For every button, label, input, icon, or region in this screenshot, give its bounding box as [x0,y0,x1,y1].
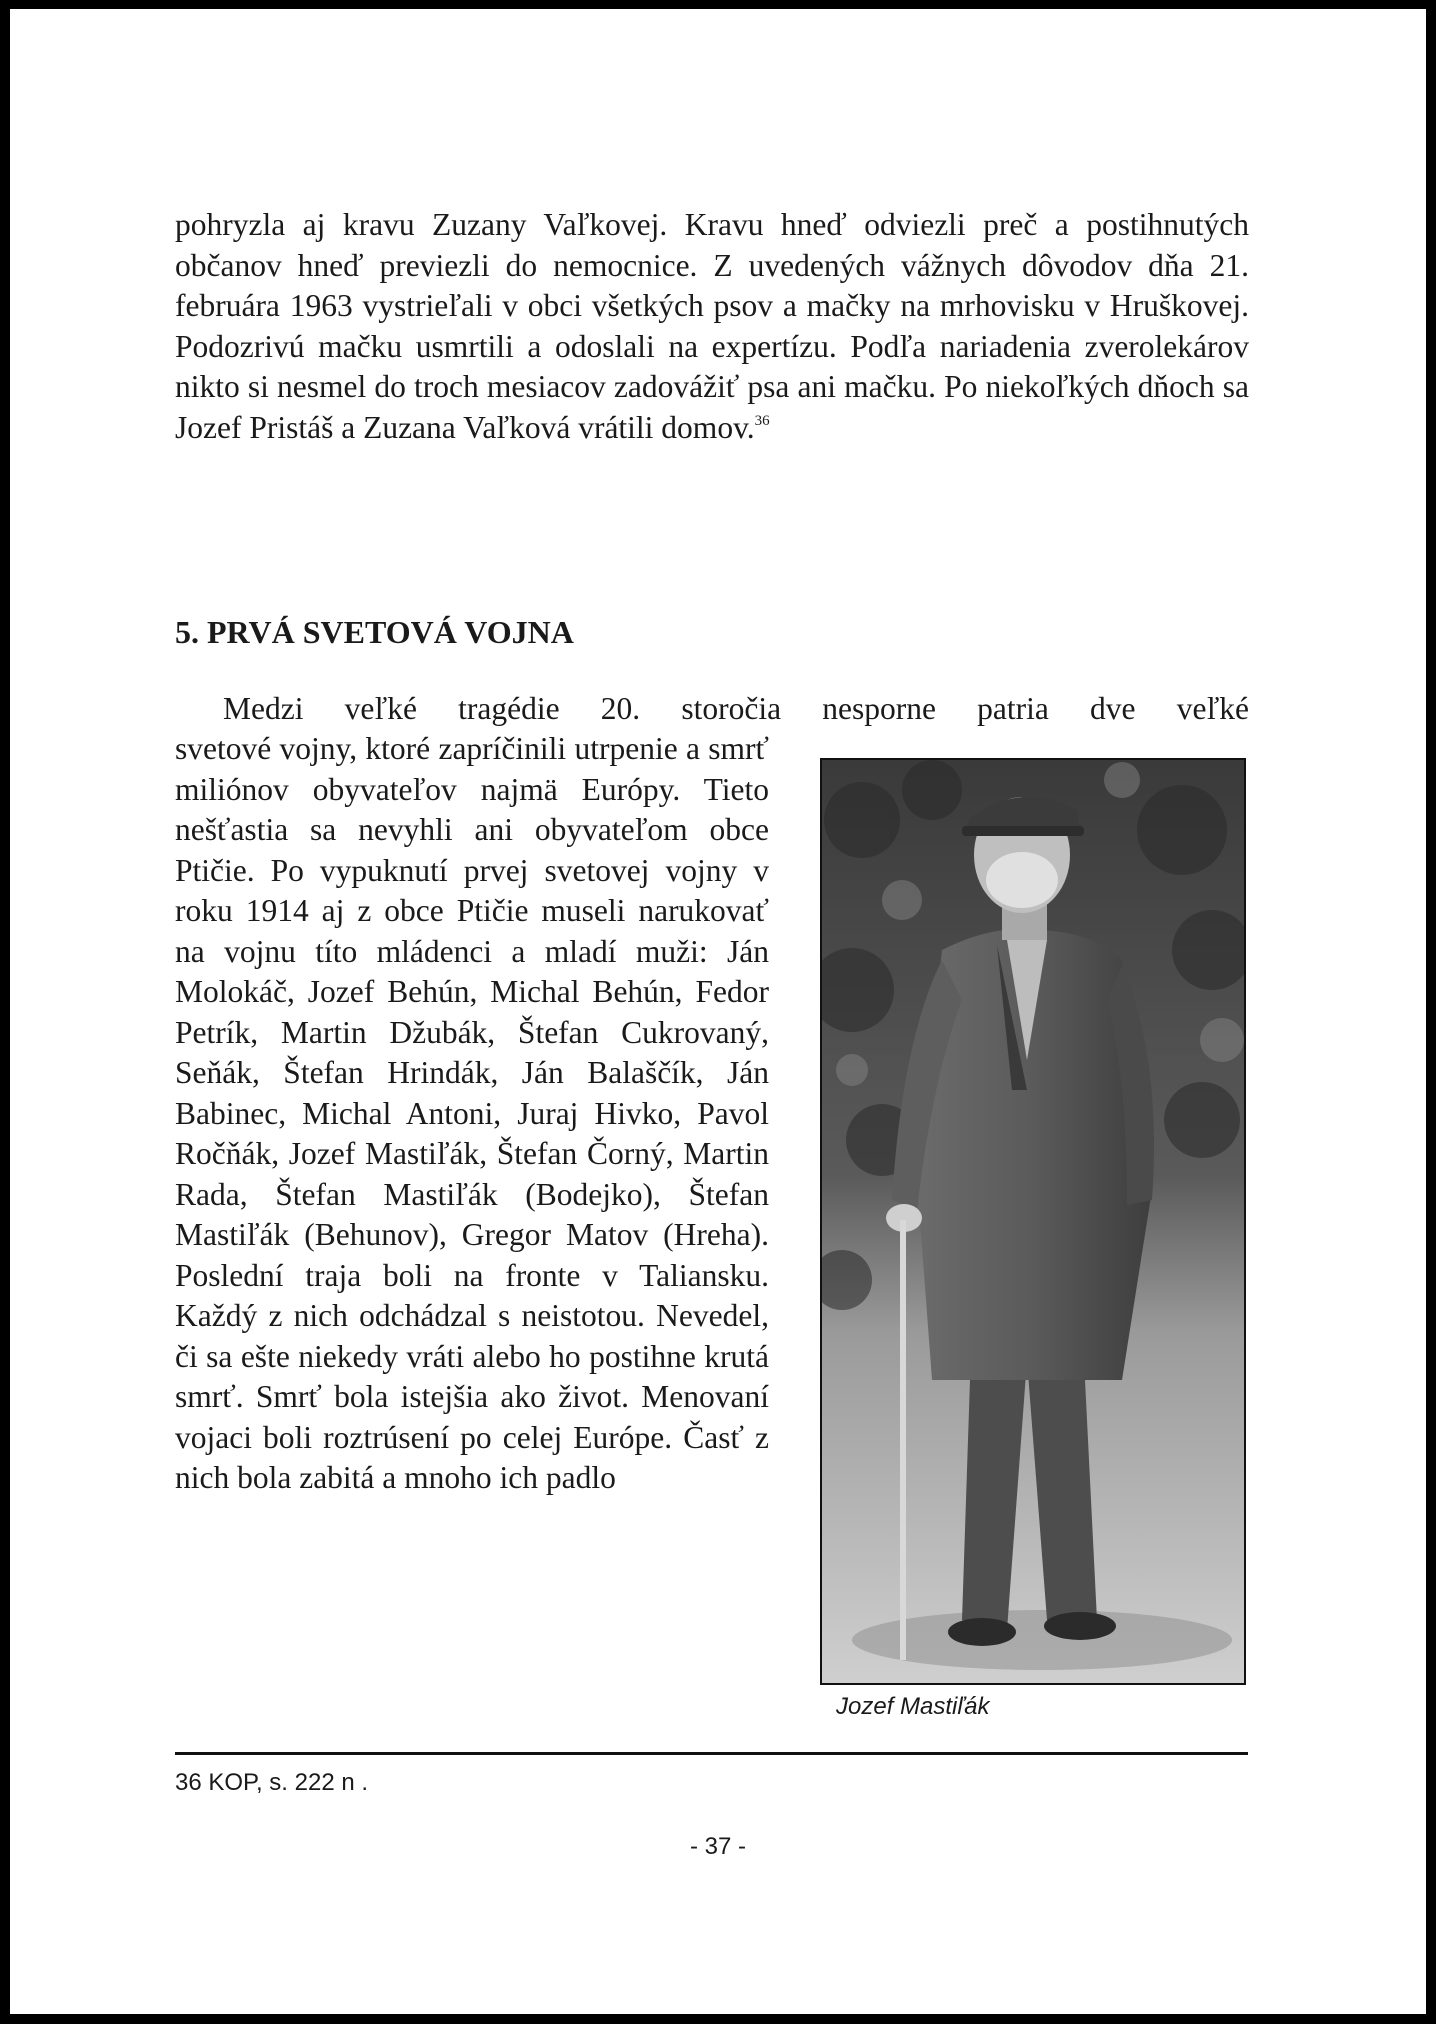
portrait-photo [820,758,1246,1685]
page-number: - 37 - [689,1833,746,1860]
footnote-reference: 36 [754,412,770,429]
photo-caption: Jozef Mastiľák [836,1693,990,1720]
photo-illustration [822,760,1244,1683]
body-paragraph-2-column: svetové vojny, ktoré zapríčinili utrpenie a smrť miliónov obyvateľov najmä Európy. Tieto nešťastia sa nevyhli ani obyvateľom obce Ptičie. Po vypuknutí prvej svetovej vojny v roku 1914 aj z obce Ptičie museli narukovať na vojnu títo mládenci a mladí muži: Ján Molokáč, Jozef Behún, Michal Behún, Fedor Petrík, Martin Džubák, Štefan Cukrovaný, Seňák, Štefan Hrindák, Ján Balaščík, Ján Babinec, Michal Antoni, Juraj Hivko, Pavol Ročňák, Jozef Mastiľák, Štefan Čorný, Martin Rada, Štefan Mastiľák (Bodejko), Štefan Mastiľák (Behunov), Gregor Matov (Hreha). Poslední traja boli na fronte v Taliansku. Každý z nich odchádzal s neistotou. Nevedel, či sa ešte niekedy vráti alebo ho postihne krutá smrť. Smrť bola istejšia ako život. Menovaní vojaci boli roztrúsení po celej Európe. Časť z nich bola zabitá a mnoho ich padlo [175,731,769,1495]
footnote: 36 KOP, s. 222 n . [175,1769,369,1796]
body-paragraph-1 [175,205,1249,448]
footnote-separator [175,1752,1248,1755]
section-heading: 5. PRVÁ SVETOVÁ VOJNA [175,614,574,650]
body-paragraph-2-first-line: Medzi veľké tragédie 20. storočia nesporne patria dve veľké [223,691,1249,726]
paragraph-1-text: pohryzla aj kravu Zuzany Vaľkovej. Kravu hneď odviezli preč a postihnutých občanov hneď previezli do nemocnice. Z uvedených vážnych dôvodov dňa 21. februára 1963 vystrieľali v obci všetkých psov a mačky na mrhovisku v Hruškovej. Podozrivú mačku usmrtili a odoslali na expertízu. Podľa nariadenia zverolekárov nikto si nesmel do troch mesiacov zadovážiť psa ani mačku. Po niekoľkých dňoch sa Jozef Pristáš a Zuzana Vaľková vrátili domov. [175,207,1249,445]
